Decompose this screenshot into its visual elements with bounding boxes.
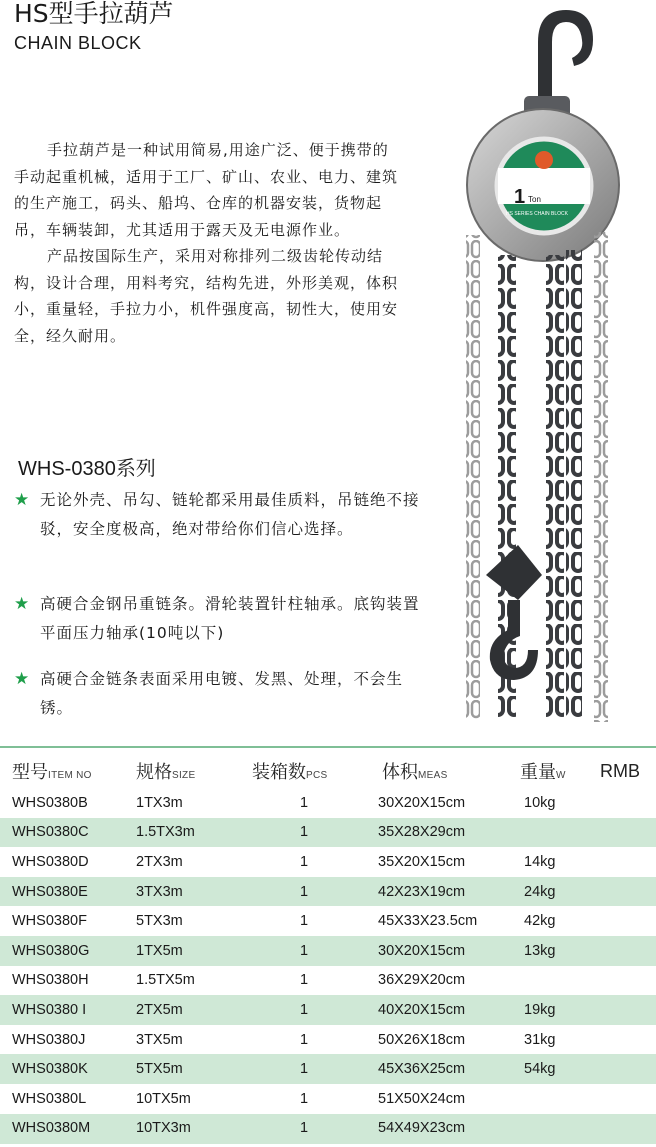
cell-pcs: 1 bbox=[300, 1001, 309, 1018]
cell-weight: 10kg bbox=[524, 794, 556, 811]
feature-item bbox=[14, 590, 434, 648]
cell-meas: 35X20X15cm bbox=[378, 853, 466, 870]
cell-weight bbox=[516, 1084, 596, 1114]
cell-weight bbox=[516, 966, 596, 996]
table-row bbox=[0, 906, 656, 936]
cell-rmb bbox=[596, 906, 656, 936]
cell-size: 1.5TX5m bbox=[136, 972, 195, 989]
bottom-rule bbox=[0, 1140, 656, 1144]
cell-pcs: 1 bbox=[300, 883, 309, 900]
feature-text: 高硬合金钢吊重链条。滑轮装置针柱轴承。底钩装置平面压力轴承(10吨以下) bbox=[40, 595, 420, 642]
cell-rmb bbox=[596, 818, 656, 848]
table-row bbox=[0, 818, 656, 848]
cell-item-no: WHS0380F bbox=[12, 913, 87, 930]
star-icon: ★ bbox=[14, 490, 31, 510]
cell-rmb bbox=[596, 877, 656, 907]
intro-paragraph: 产品按国际生产，采用对称排列二级齿轮传动结构，设计合理，用料考究，结构先进，外形美观，体积小，重量轻，手拉力小，机件强度高，韧性大，使用安全，经久耐用。 bbox=[14, 247, 399, 345]
cell-rmb bbox=[596, 1025, 656, 1055]
table-top-rule bbox=[0, 746, 656, 748]
cell-meas: 42X23X19cm bbox=[378, 883, 466, 900]
cell-rmb bbox=[596, 1084, 656, 1114]
cell-weight: 42kg bbox=[524, 913, 556, 930]
cell-size: 10TX5m bbox=[136, 1090, 191, 1107]
col-header-item-no: 型号ITEM NO bbox=[12, 762, 92, 782]
cell-size: 1TX3m bbox=[136, 794, 183, 811]
col-header-rmb: RMB bbox=[600, 760, 640, 781]
cell-pcs: 1 bbox=[300, 942, 309, 959]
cell-size: 3TX5m bbox=[136, 1031, 183, 1048]
feature-text: 无论外壳、吊勾、链轮都采用最佳质料，吊链绝不接驳，安全度极高，绝对带给你们信心选择。 bbox=[40, 491, 420, 538]
cell-meas: 50X26X18cm bbox=[378, 1031, 466, 1048]
cell-rmb bbox=[596, 936, 656, 966]
cell-rmb bbox=[596, 966, 656, 996]
cell-item-no: WHS0380M bbox=[12, 1120, 91, 1137]
table-row bbox=[0, 847, 656, 877]
page-subtitle: CHAIN BLOCK bbox=[14, 33, 142, 53]
series-label: HS SERIES CHAIN BLOCK bbox=[506, 211, 568, 217]
cell-meas: 30X20X15cm bbox=[378, 942, 466, 959]
cell-size: 1TX5m bbox=[136, 942, 183, 959]
series-title: WHS-0380系列 bbox=[18, 458, 156, 480]
col-header-size: 规格SIZE bbox=[136, 762, 196, 782]
load-chain bbox=[566, 250, 582, 720]
load-chain bbox=[546, 255, 564, 720]
table-row bbox=[0, 1025, 656, 1055]
cell-weight: 24kg bbox=[524, 883, 556, 900]
col-header-pcs: 装箱数PCS bbox=[252, 762, 328, 782]
table-row bbox=[0, 936, 656, 966]
cell-pcs: 1 bbox=[300, 972, 309, 989]
cell-size: 5TX5m bbox=[136, 1061, 183, 1078]
table-row bbox=[0, 995, 656, 1025]
cell-item-no: WHS0380H bbox=[12, 972, 89, 989]
cell-pcs: 1 bbox=[300, 853, 309, 870]
table-row bbox=[0, 1054, 656, 1084]
hand-chain bbox=[466, 235, 480, 720]
cell-rmb bbox=[596, 1114, 656, 1144]
intro-paragraph: 手拉葫芦是一种试用简易,用途广泛、便于携带的手动起重机械，适用于工厂、矿山、农业、电力、建筑的生产施工，码头、船坞、仓库的机器安装，货物起吊，车辆装卸，尤其适用于露天及无电源作业。 bbox=[14, 141, 399, 239]
cell-meas: 54X49X23cm bbox=[378, 1120, 466, 1137]
intro-text bbox=[14, 137, 404, 349]
cell-item-no: WHS0380K bbox=[12, 1061, 88, 1078]
cell-size: 10TX3m bbox=[136, 1120, 191, 1137]
cell-rmb bbox=[596, 1054, 656, 1084]
cell-pcs: 1 bbox=[300, 824, 309, 841]
spec-table bbox=[0, 754, 656, 1143]
cell-meas: 40X20X15cm bbox=[378, 1001, 466, 1018]
page-title: HS型手拉葫芦 bbox=[14, 0, 174, 28]
cell-pcs: 1 bbox=[300, 1031, 309, 1048]
chain-block-image bbox=[458, 0, 656, 722]
cell-rmb bbox=[596, 788, 656, 818]
top-hook-icon bbox=[538, 10, 593, 100]
table-row bbox=[0, 966, 656, 996]
logo-icon bbox=[535, 151, 553, 169]
cell-weight bbox=[516, 1114, 596, 1144]
cell-size: 5TX3m bbox=[136, 913, 183, 930]
hand-chain bbox=[594, 232, 608, 722]
table-row bbox=[0, 1114, 656, 1144]
cell-item-no: WHS0380D bbox=[12, 853, 89, 870]
cell-weight: 19kg bbox=[524, 1001, 556, 1018]
cell-item-no: WHS0380E bbox=[12, 883, 88, 900]
cell-size: 2TX3m bbox=[136, 853, 183, 870]
star-icon: ★ bbox=[14, 669, 31, 689]
cell-size: 2TX5m bbox=[136, 1001, 183, 1018]
cell-pcs: 1 bbox=[300, 913, 309, 930]
feature-item bbox=[14, 486, 434, 544]
cell-item-no: WHS0380L bbox=[12, 1090, 87, 1107]
capacity-label: 1 bbox=[514, 186, 526, 208]
col-header-weight: 重量W bbox=[520, 762, 566, 782]
table-row bbox=[0, 877, 656, 907]
cell-weight bbox=[516, 818, 596, 848]
star-icon: ★ bbox=[14, 594, 31, 614]
cell-meas: 36X29X20cm bbox=[378, 972, 466, 989]
cell-pcs: 1 bbox=[300, 794, 309, 811]
cell-item-no: WHS0380C bbox=[12, 824, 89, 841]
table-row bbox=[0, 1084, 656, 1114]
cell-meas: 45X33X23.5cm bbox=[378, 913, 478, 930]
cell-meas: 51X50X24cm bbox=[378, 1090, 466, 1107]
cell-meas: 35X28X29cm bbox=[378, 824, 466, 841]
unit-label: Ton bbox=[528, 195, 541, 204]
cell-rmb bbox=[596, 995, 656, 1025]
cell-meas: 30X20X15cm bbox=[378, 794, 466, 811]
cell-item-no: WHS0380G bbox=[12, 942, 90, 959]
cell-weight: 31kg bbox=[524, 1031, 556, 1048]
cell-meas: 45X36X25cm bbox=[378, 1061, 466, 1078]
feature-text: 高硬合金链条表面采用电镀、发黑、处理，不会生锈。 bbox=[40, 670, 404, 717]
cell-item-no: WHS0380B bbox=[12, 794, 88, 811]
cell-pcs: 1 bbox=[300, 1090, 309, 1107]
cell-pcs: 1 bbox=[300, 1061, 309, 1078]
table-header-row bbox=[0, 754, 656, 788]
cell-size: 3TX3m bbox=[136, 883, 183, 900]
cell-pcs: 1 bbox=[300, 1120, 309, 1137]
cell-weight: 13kg bbox=[524, 942, 556, 959]
cell-weight: 54kg bbox=[524, 1061, 556, 1078]
cell-rmb bbox=[596, 847, 656, 877]
cell-size: 1.5TX3m bbox=[136, 824, 195, 841]
cell-item-no: WHS0380J bbox=[12, 1031, 86, 1048]
table-row bbox=[0, 788, 656, 818]
col-header-meas: 体积MEAS bbox=[382, 762, 448, 782]
cell-weight: 14kg bbox=[524, 853, 556, 870]
feature-item bbox=[14, 665, 434, 723]
cell-item-no: WHS0380 I bbox=[12, 1001, 87, 1018]
